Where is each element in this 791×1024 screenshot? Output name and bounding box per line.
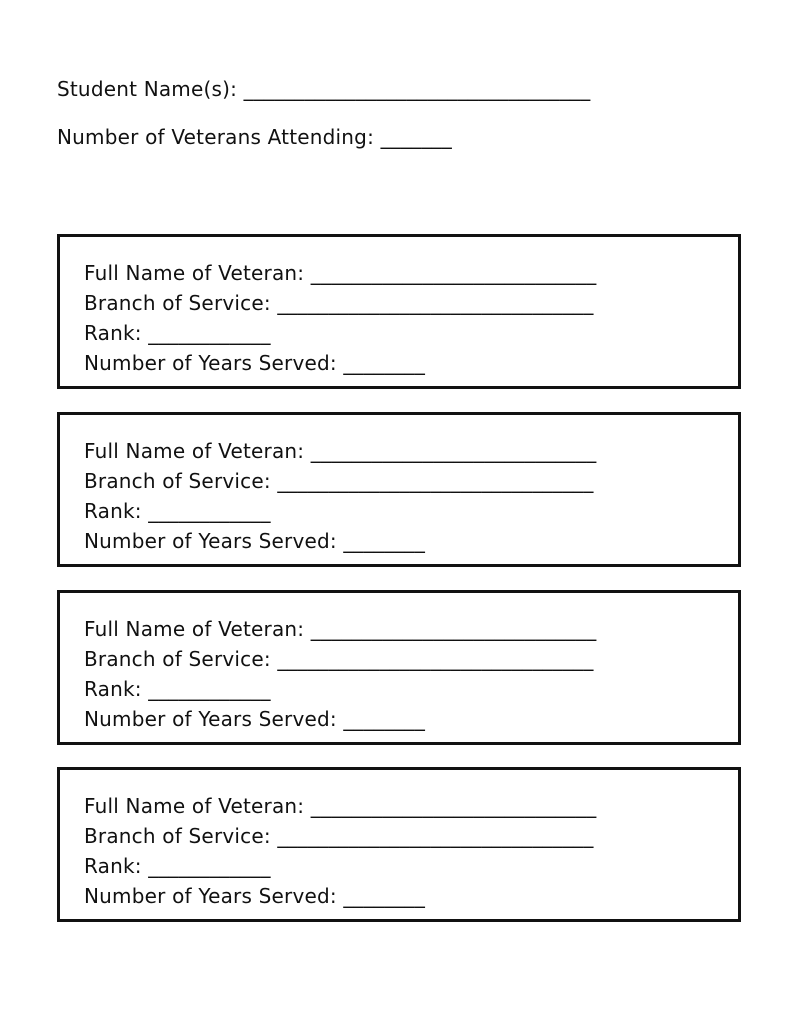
full-name-blank[interactable]: ____________________________ (310, 617, 597, 641)
rank-line (84, 496, 596, 526)
veterans-attending-label: Number of Veterans Attending: (57, 125, 381, 149)
branch-line (84, 288, 596, 318)
years-served-label: Number of Years Served: (84, 351, 344, 375)
rank-blank[interactable]: ____________ (148, 854, 271, 878)
branch-label: Branch of Service: (84, 469, 278, 493)
student-names-blank[interactable]: __________________________________ (243, 77, 591, 101)
branch-label: Branch of Service: (84, 824, 278, 848)
rank-line (84, 851, 596, 881)
full-name-label: Full Name of Veteran: (84, 261, 311, 285)
branch-line (84, 644, 596, 674)
full-name-line (84, 614, 596, 644)
veteran-card (57, 767, 741, 922)
rank-label: Rank: (84, 854, 149, 878)
full-name-blank[interactable]: ____________________________ (310, 794, 597, 818)
veteran-fields (84, 258, 596, 378)
rank-blank[interactable]: ____________ (148, 499, 271, 523)
years-served-line (84, 526, 596, 556)
years-served-label: Number of Years Served: (84, 707, 344, 731)
student-names-label: Student Name(s): (57, 77, 244, 101)
veterans-attending-line (57, 125, 452, 149)
rank-blank[interactable]: ____________ (148, 321, 271, 345)
years-served-label: Number of Years Served: (84, 884, 344, 908)
years-served-line (84, 881, 596, 911)
full-name-label: Full Name of Veteran: (84, 439, 311, 463)
student-names-line (57, 77, 590, 101)
rank-line (84, 674, 596, 704)
rank-line (84, 318, 596, 348)
branch-blank[interactable]: _______________________________ (277, 647, 594, 671)
years-served-blank[interactable]: ________ (343, 707, 426, 731)
years-served-label: Number of Years Served: (84, 529, 344, 553)
full-name-line (84, 258, 596, 288)
veteran-card (57, 234, 741, 389)
full-name-line (84, 436, 596, 466)
veteran-card (57, 590, 741, 745)
years-served-line (84, 704, 596, 734)
rank-label: Rank: (84, 677, 149, 701)
branch-line (84, 466, 596, 496)
years-served-blank[interactable]: ________ (343, 884, 426, 908)
full-name-line (84, 791, 596, 821)
branch-label: Branch of Service: (84, 291, 278, 315)
rank-label: Rank: (84, 321, 149, 345)
full-name-blank[interactable]: ____________________________ (310, 439, 597, 463)
years-served-line (84, 348, 596, 378)
rank-label: Rank: (84, 499, 149, 523)
veteran-fields (84, 614, 596, 734)
full-name-blank[interactable]: ____________________________ (310, 261, 597, 285)
branch-label: Branch of Service: (84, 647, 278, 671)
veteran-card (57, 412, 741, 567)
branch-blank[interactable]: _______________________________ (277, 291, 594, 315)
veteran-fields (84, 791, 596, 911)
full-name-label: Full Name of Veteran: (84, 794, 311, 818)
years-served-blank[interactable]: ________ (343, 529, 426, 553)
veteran-fields (84, 436, 596, 556)
years-served-blank[interactable]: ________ (343, 351, 426, 375)
branch-blank[interactable]: _______________________________ (277, 469, 594, 493)
branch-line (84, 821, 596, 851)
rank-blank[interactable]: ____________ (148, 677, 271, 701)
full-name-label: Full Name of Veteran: (84, 617, 311, 641)
branch-blank[interactable]: _______________________________ (277, 824, 594, 848)
veterans-attending-blank[interactable]: _______ (380, 125, 452, 149)
